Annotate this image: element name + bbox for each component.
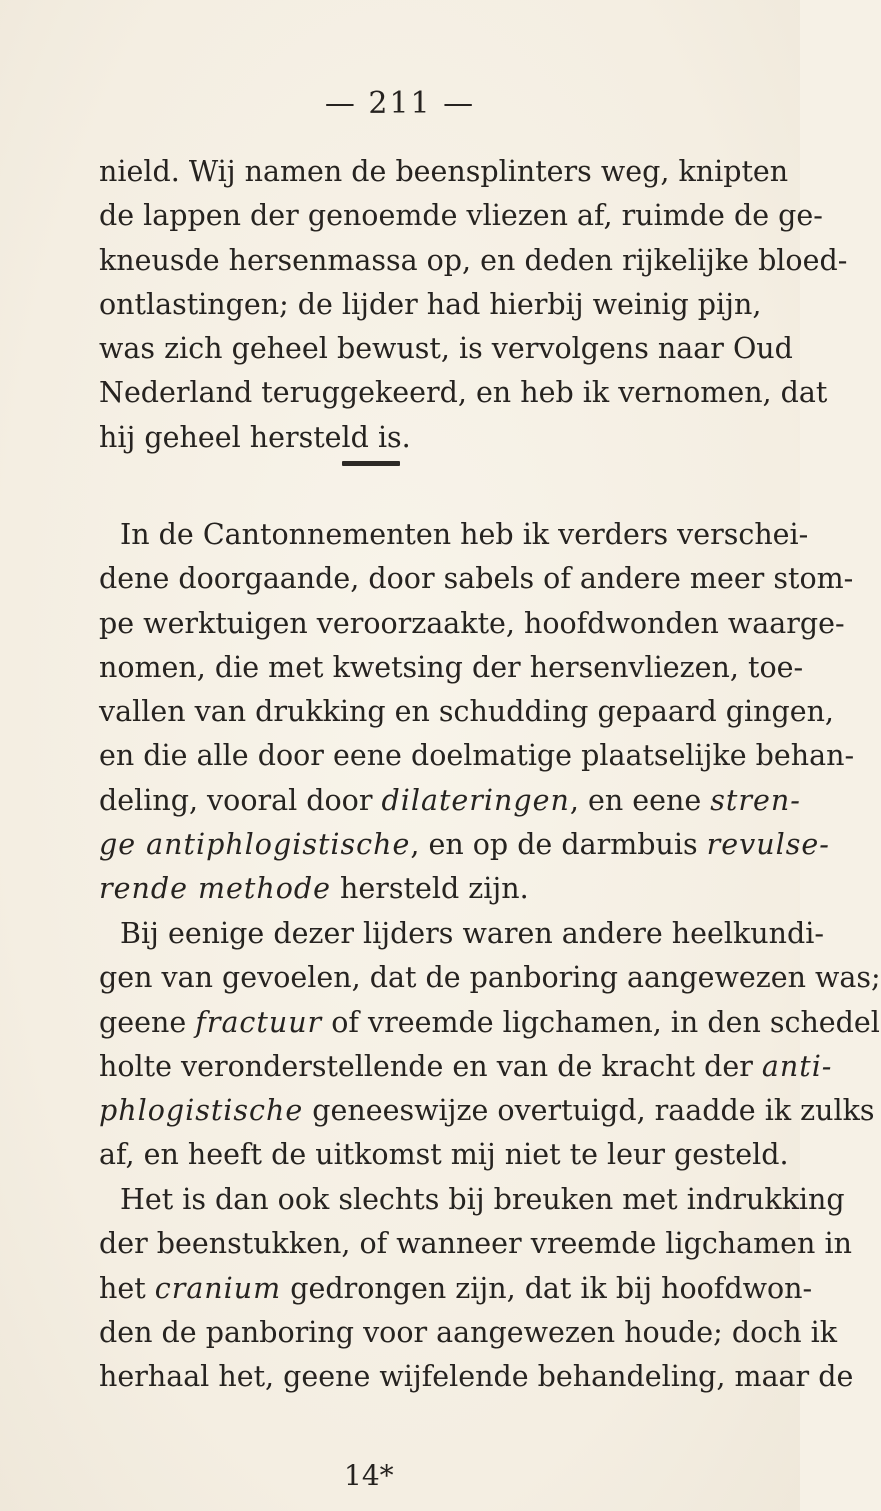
text-line bbox=[99, 867, 689, 911]
text-line: gen van gevoelen, dat de panboring aangewezen was; bbox=[99, 961, 881, 995]
section-divider bbox=[342, 461, 400, 466]
text-segment: holte veronderstellende en van de kracht der bbox=[99, 1049, 762, 1083]
text-line: nield. Wij namen de beensplinters weg, knipten bbox=[99, 155, 789, 188]
italic-term: revulse- bbox=[706, 828, 830, 862]
text-line: In de Cantonnementen heb ik verders verschei- bbox=[120, 518, 809, 551]
text-line: en die alle door eene doelmatige plaatselijke behan- bbox=[99, 739, 855, 773]
italic-term-dilateringen: dilateringen bbox=[381, 783, 570, 817]
text-segment: geene bbox=[99, 1005, 196, 1039]
text-line: nomen, die met kwetsing der hersenvliezen, toe- bbox=[99, 650, 804, 684]
italic-term: anti- bbox=[761, 1049, 833, 1083]
italic-term: stren- bbox=[710, 783, 801, 817]
text-segment: hersteld zijn. bbox=[330, 872, 529, 906]
italic-term-antiphlogistische: antiphlogistische bbox=[146, 828, 411, 862]
text-line bbox=[99, 1267, 813, 1311]
text-segment: gedrongen zijn, dat ik bij hoofdwon- bbox=[281, 1271, 813, 1305]
text-line: de lappen der genoemde vliezen af, ruimde de ge- bbox=[99, 199, 823, 233]
text-segment: geneeswijze overtuigd, raadde ik zulks bbox=[303, 1094, 875, 1128]
text-line: vallen van drukking en schudding gepaard gingen, bbox=[99, 695, 834, 729]
italic-term-cranium: cranium bbox=[154, 1271, 282, 1305]
text-line: dene doorgaande, door sabels of andere meer stom- bbox=[99, 562, 854, 596]
text-line bbox=[99, 1045, 833, 1089]
text-line: Het is dan ook slechts bij breuken met indrukking bbox=[120, 1183, 845, 1216]
paragraph-2 bbox=[99, 513, 855, 912]
italic-term: rende methode bbox=[99, 872, 331, 906]
text-line: kneusde hersenmassa op, en deden rijkelijke bloed- bbox=[99, 243, 848, 277]
text-line bbox=[99, 1001, 880, 1045]
text-line bbox=[99, 823, 830, 867]
text-line bbox=[99, 1089, 875, 1133]
text-line: Nederland teruggekeerd, en heb ik vernomen, dat bbox=[99, 376, 828, 410]
text-line: af, en heeft de uitkomst mij niet te leur gesteld. bbox=[99, 1138, 789, 1172]
text-line: was zich geheel bewust, is vervolgens naar Oud bbox=[99, 332, 793, 366]
paragraph-1 bbox=[99, 150, 848, 460]
italic-term-fractuur: fractuur bbox=[195, 1005, 323, 1039]
text-segment: , en eene bbox=[569, 783, 711, 817]
text-line: den de panboring voor aangewezen houde; doch ik bbox=[99, 1315, 837, 1349]
text-line: der beenstukken, of wanneer vreemde ligchamen in bbox=[99, 1227, 852, 1261]
signature-mark: 14* bbox=[344, 1459, 394, 1492]
text-segment: , en op de darmbuis bbox=[410, 828, 707, 862]
text-segment: deling, vooral door bbox=[99, 783, 382, 817]
italic-term-phlogistische: phlogistische bbox=[99, 1094, 304, 1128]
text-line: Bij eenige dezer lijders waren andere heelkundi- bbox=[120, 917, 824, 950]
text-segment: het bbox=[99, 1271, 155, 1305]
text-line bbox=[99, 779, 801, 823]
text-line: hij geheel hersteld is. bbox=[99, 420, 411, 454]
paragraph-3 bbox=[99, 912, 881, 1178]
text-line: ontlastingen; de lijder had hierbij weinig pijn, bbox=[99, 287, 762, 321]
italic-term: ge bbox=[99, 828, 147, 862]
text-line: pe werktuigen veroorzaakte, hoofdwonden waarge- bbox=[99, 606, 845, 640]
page-number: — 211 — bbox=[324, 86, 476, 121]
text-line: herhaal het, geene wijfelende behandeling, maar de bbox=[99, 1360, 854, 1394]
paragraph-4 bbox=[99, 1178, 854, 1399]
text-segment: of vreemde ligchamen, in den schedel bbox=[322, 1005, 880, 1039]
